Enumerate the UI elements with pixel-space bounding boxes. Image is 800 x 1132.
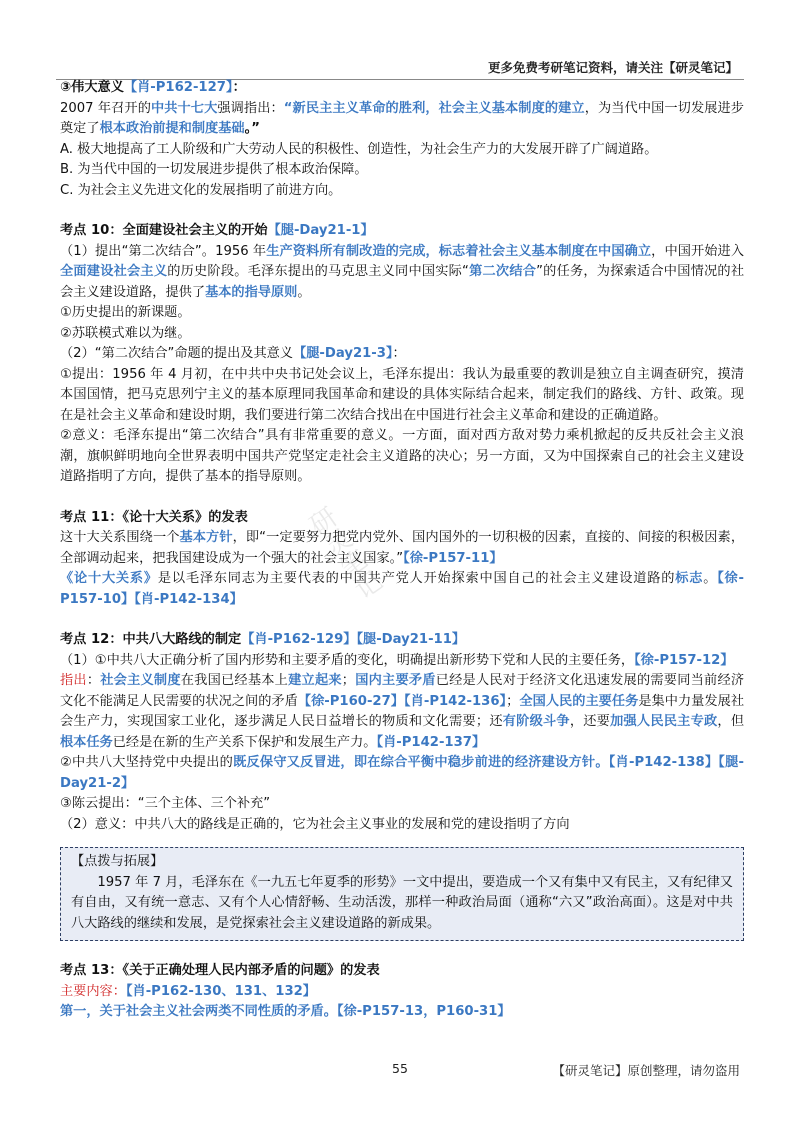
source-ref: 【徐-P157-12】 [634, 652, 734, 668]
source-ref: 【徐-P157-13，P160-31】 [336, 1004, 511, 1019]
list-item-a: A. 极大地提高了工人阶级和广大劳动人民的积极性、创造性，为社会生产力的大发展开辟了广阔道路。 [60, 141, 658, 157]
list-item-c: C. 为社会主义先进文化的发展指明了前进方向。 [60, 182, 342, 198]
tip-box [60, 847, 744, 941]
tip-box-text: 1957 年 7 月，毛泽东在《一九五七年夏季的形势》一文中提出，要造成一个又有集中又有民主，又有纪律又有自由，又有统一意志、又有个人心情舒畅、生动活泼，那样一种政治局面（通称“六又”政治高面）。这是对中共八大路线的继续和发展，是党探索社会主义建设道路的新成果。 [71, 874, 733, 931]
paragraph: ②中共八大坚持党中央提出的既反保守又反冒进，即在综合平衡中稳步前进的经济建设方针。【肖-P142-138】【腿-Day21-2】 [60, 755, 744, 791]
page-content [60, 78, 744, 1023]
list-item-b: B. 为当代中国的一切发展进步提供了根本政治保障。 [60, 162, 368, 177]
source-ref: 【肖-P142-138】【腿-Day21-2】 [60, 755, 744, 791]
source-ref: 【肖-P142-137】 [376, 734, 486, 750]
list-item: ②苏联模式难以为继。 [60, 325, 191, 341]
source-ref: 【徐-P160-27】【肖-P142-136】 [297, 693, 507, 709]
watermark: 研灵笔记 [301, 502, 386, 605]
paragraph: 这十大关系围绕一个基本方针，即“一定要努力把党内党外、国内国外的一切积极的因素，直接的、间接的积极因素，全部调动起来，把我国建设成为一个强大的社会主义国家。”【徐-P157-11】 [60, 530, 745, 566]
source-ref: 【腿-Day21-3】 [293, 346, 393, 361]
subheading: 主要内容：【肖-P162-130、131、132】 [60, 983, 316, 999]
significance-heading: ③伟大意义【肖-P162-127】： [60, 80, 246, 95]
paragraph: 《论十大关系》是以毛泽东同志为主要代表的中国共产党人开始探索中国自己的社会主义建设道路的标志。【徐-P157-10】【肖-P142-134】 [60, 571, 745, 607]
source-ref: 【徐-P157-11】 [403, 550, 503, 566]
tip-box-title: 【点拨与拓展】 [71, 854, 164, 869]
paragraph: （2）“第二次结合”命题的提出及其意义【腿-Day21-3】： [60, 346, 406, 361]
page-number: 55 [392, 1061, 408, 1076]
source-ref: 【肖-P162-127】 [123, 80, 233, 95]
source-ref: 【徐-P157-10】【肖-P142-134】 [60, 571, 745, 607]
source-ref: 【肖-P162-130、131、132】 [125, 983, 316, 999]
source-ref: 【腿-Day21-1】 [267, 223, 374, 238]
source-ref: 【肖-P162-129】【腿-Day21-11】 [241, 632, 466, 647]
paragraph: ②意义：毛泽东提出“第二次结合”具有非常重要的意义。一方面，面对西方敌对势力乘机掀起的反共反社会主义浪潮，旗帜鲜明地向全世界表明中国共产党坚定走社会主义道路的决心；另一方面，又为中国探索自己的社会主义建设道路指明了方向，提供了基本的指导原则。 [60, 428, 744, 484]
section-heading-11: 考点 11：《论十大关系》的发表 [60, 509, 248, 525]
paragraph: 第一，关于社会主义社会两类不同性质的矛盾。【徐-P157-13，P160-31】 [60, 1004, 511, 1019]
section-heading-10: 考点 10：全面建设社会主义的开始【腿-Day21-1】 [60, 223, 374, 238]
header-note: 更多免费考研笔记资料，请关注【研灵笔记】 [487, 60, 738, 75]
paragraph: （1）提出“第二次结合”。1956 年生产资料所有制改造的完成，标志着社会主义基本制度在中国确立，中国开始进入全面建设社会主义的历史阶段。毛泽东提出的马克思主义同中国实际“第二次结合”的任务，为探索适合中国情况的社会主义建设道路，提供了基本的指导原则。 [60, 243, 745, 300]
paragraph: 2007 年召开的中共十七大强调指出：“新民主主义革命的胜利，社会主义基本制度的建立，为当代中国一切发展进步奠定了根本政治前提和制度基础。” [60, 100, 744, 136]
list-item: ③陈云提出：“三个主体、三个补充” [60, 796, 271, 811]
paragraph: （2）意义：中共八大的路线是正确的，它为社会主义事业的发展和党的建设指明了方向 [60, 816, 570, 832]
section-heading-13: 考点 13：《关于正确处理人民内部矛盾的问题》的发表 [60, 963, 380, 978]
list-item: ①历史提出的新课题。 [60, 305, 191, 320]
section-heading-12: 考点 12：中共八大路线的制定【肖-P162-129】【腿-Day21-11】 [60, 632, 466, 647]
paragraph: （1）①中共八大正确分析了国内形势和主要矛盾的变化，明确提出新形势下党和人民的主要任务，【徐-P157-12】 [60, 652, 734, 668]
paragraph: 指出：社会主义制度在我国已经基本上建立起来；国内主要矛盾已经是人民对于经济文化迅速发展的需要同当前经济文化不能满足人民需要的状况之间的矛盾【徐-P160-27】【肖-P142-136】；全国人民的主要任务是集中力量发展社会生产力，实现国家工业化，逐步满足人民日益增长的物质和文化需要；还有阶级斗争，还要加强人民民主专政，但根本任务已经是在新的生产关系下保护和发展生产力。【肖-P142-137】 [60, 673, 745, 750]
paragraph: ①提出：1956 年 4 月初，在中共中央书记处会议上，毛泽东提出：我认为最重要的教训是独立自主调查研究，摸清本国国情，把马克思列宁主义的基本原理同我国革命和建设的具体实际结合起来，制定我们的路线、方针、政策。现在是社会主义革命和建设时期，我们要进行第二次结合找出在中国进行社会主义革命和建设的正确道路。 [60, 366, 744, 423]
footer-note: 【研灵笔记】原创整理，请勿盗用 [552, 1063, 740, 1078]
